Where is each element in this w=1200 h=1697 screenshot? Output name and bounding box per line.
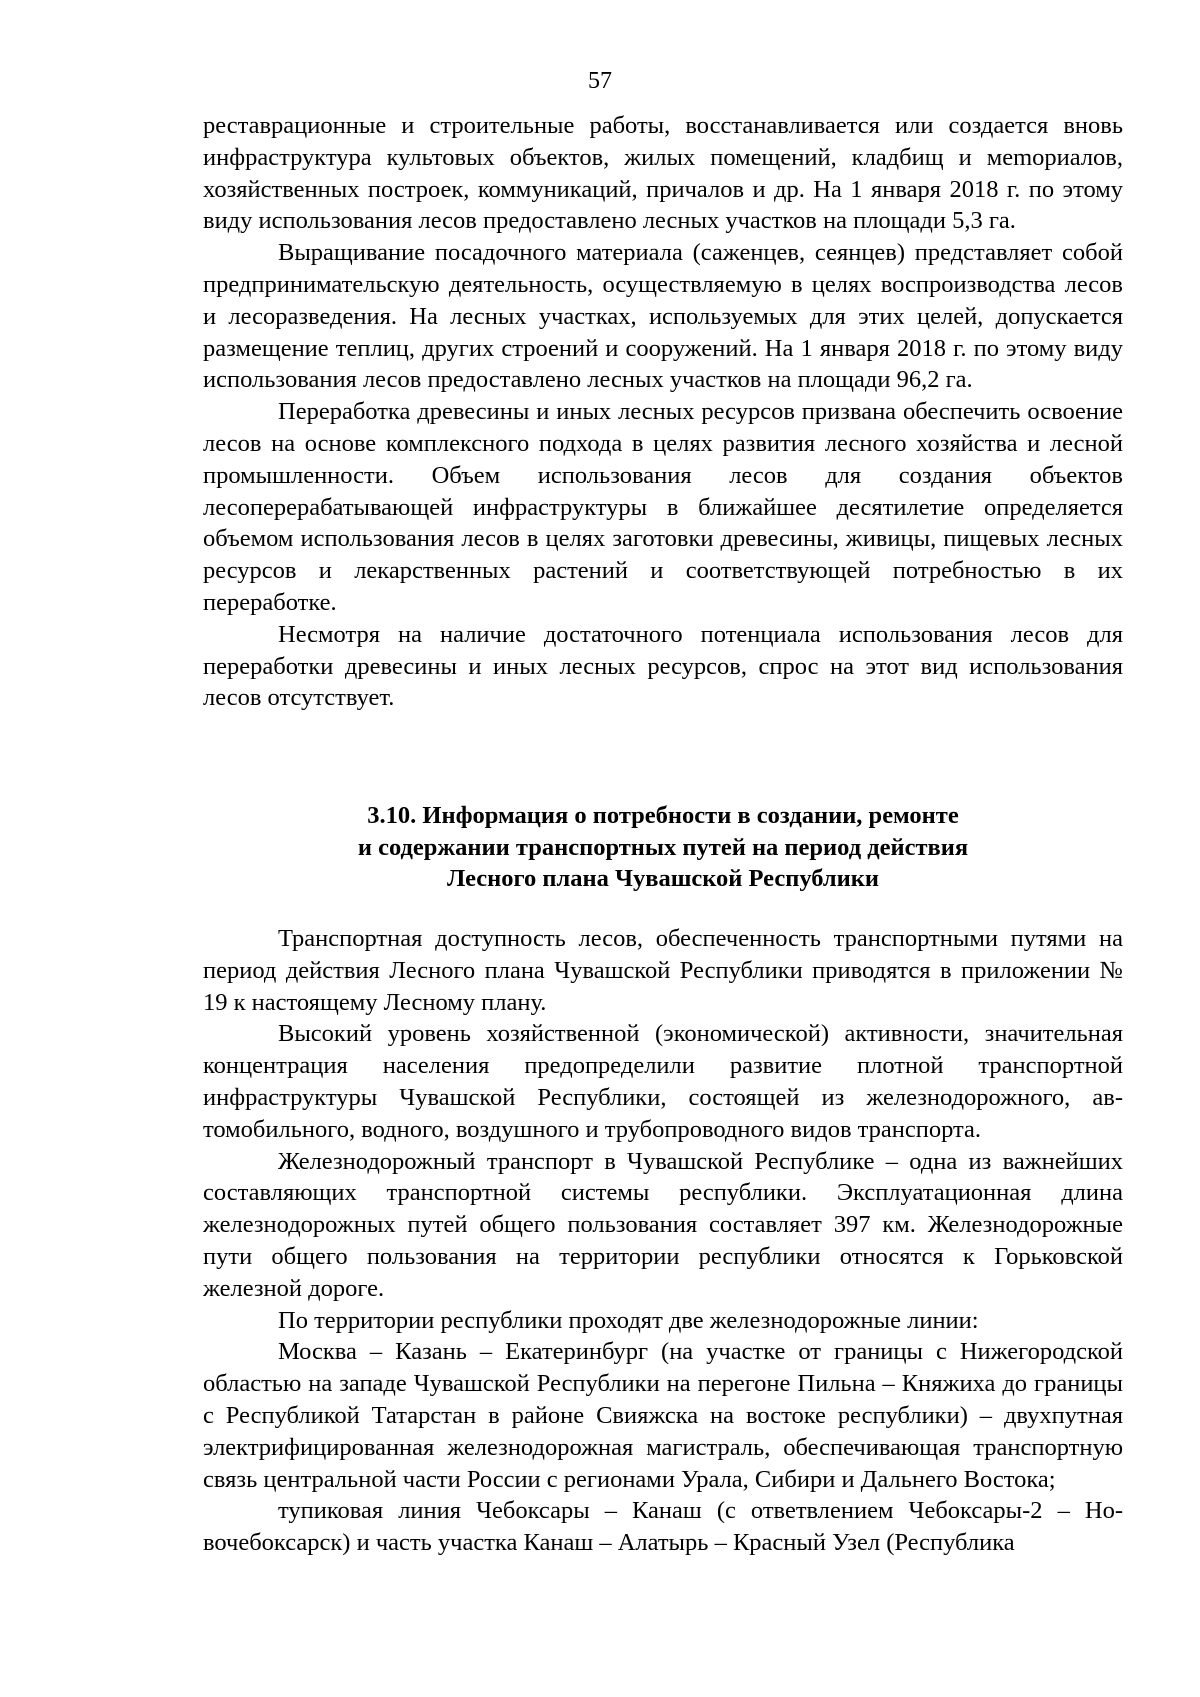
paragraph-no-demand: Несмотря на наличие достаточного потенциала использования лесов для переработки древесины и иных лесных ресурсов, спрос на этот вид использования лесов отсутствует. — [203, 620, 1123, 712]
paragraph-transport-access: Транспортная доступность лесов, обеспеченность транспортными путями на период действия Лесного плана Чувашской Республики приводятся в приложении № 19 к настоящему Лесному плану. — [203, 925, 1123, 1016]
section-heading-line-2: и содержании транспортных путей на период действия — [357, 833, 969, 861]
paragraph-two-lines: По территории республики проходят две железнодорожные линии: — [278, 1306, 979, 1334]
section-heading-line-1: 3.10. Информация о потребности в создании, ремонте — [367, 802, 959, 829]
paragraph-moscow-line: Москва – Казань – Екатеринбург (на участке от границы с Нижегородской областью на западе Чувашской Республики на перегоне Пильна – Княжиха до границы с Республикой Татарстан в районе Свияжска на востоке республики) – двухпутная электрифицированная железнодорожная магистраль, обеспечивающая транспортную связь центральной части России с регионами Урала, Сибири и Дальнего Востока; — [203, 1338, 1123, 1493]
paragraph-economic-activity: Высокий уровень хозяйственной (экономической) активности, значительная концентрация населения предопределили развитие плотной транспортной инфраструктуры Чувашской Республики, состоящей из железнодорожного, автомобильного, водного, воздушного и трубопроводного видов транспорта. — [203, 1020, 1123, 1143]
body-text-bottom — [203, 923, 1123, 1559]
paragraph-dead-end-line: тупиковая линия Чебоксары – Канаш (с ответвлением Чебоксары-2 – Новочебоксарск) и часть участка Канаш – Алатырь – Красный Узел (Республика — [203, 1497, 1123, 1557]
page-number: 57 — [588, 68, 612, 94]
section-heading-line-3: Лесного плана Чувашской Республики — [446, 865, 880, 892]
paragraph-continuation: реставрационные и строительные работы, восстанавливается или создается вновь инфраструктура культовых объектов, жилых помещений, кладбищ и меmориалов, хозяйственных построек, коммуникаций, причалов и др. На 1 января 2018 г. по этому виду использования лесов предоставлено лесных участков на площади 5,3 га. — [203, 112, 1123, 235]
paragraph-railway: Железнодорожный транспорт в Чувашской Республике – одна из важнейших составляющих транспортной системы республики. Эксплуатационная длина железнодорожных путей общего пользования составляет 397 км. Железнодорожные пути общего пользования на территории республики относятся к Горьковской железной дороге. — [203, 1147, 1123, 1302]
body-text-top — [203, 110, 1123, 714]
paragraph-seedlings: Выращивание посадочного материала (саженцев, сеянцев) представляет собой предпринимательскую деятельность, осуществляемую в целях воспроизводства лесов и лесоразведения. На лесных участках, используемых для этих целей, допускается размещение теплиц, других строений и сооружений. На 1 января 2018 г. по этому виду использования лесов предоставлено лесных участков на площади 96,2 га. — [203, 239, 1123, 394]
section-heading — [203, 800, 1123, 895]
paragraph-wood-processing: Переработка древесины и иных лесных ресурсов призвана обеспечить освоение лесов на основе комплексного подхода в целях развития лесного хозяйства и лесной промышленности. Объем использования лесов для создания объектов лесоперерабатывающей инфраструктуры в ближайшее десятилетие определяется объемом использования лесов в целях заготовки древесины, живицы, пищевых лесных ресурсов и лекарственных растений и соответствующей потребностью в их переработке. — [203, 398, 1123, 616]
